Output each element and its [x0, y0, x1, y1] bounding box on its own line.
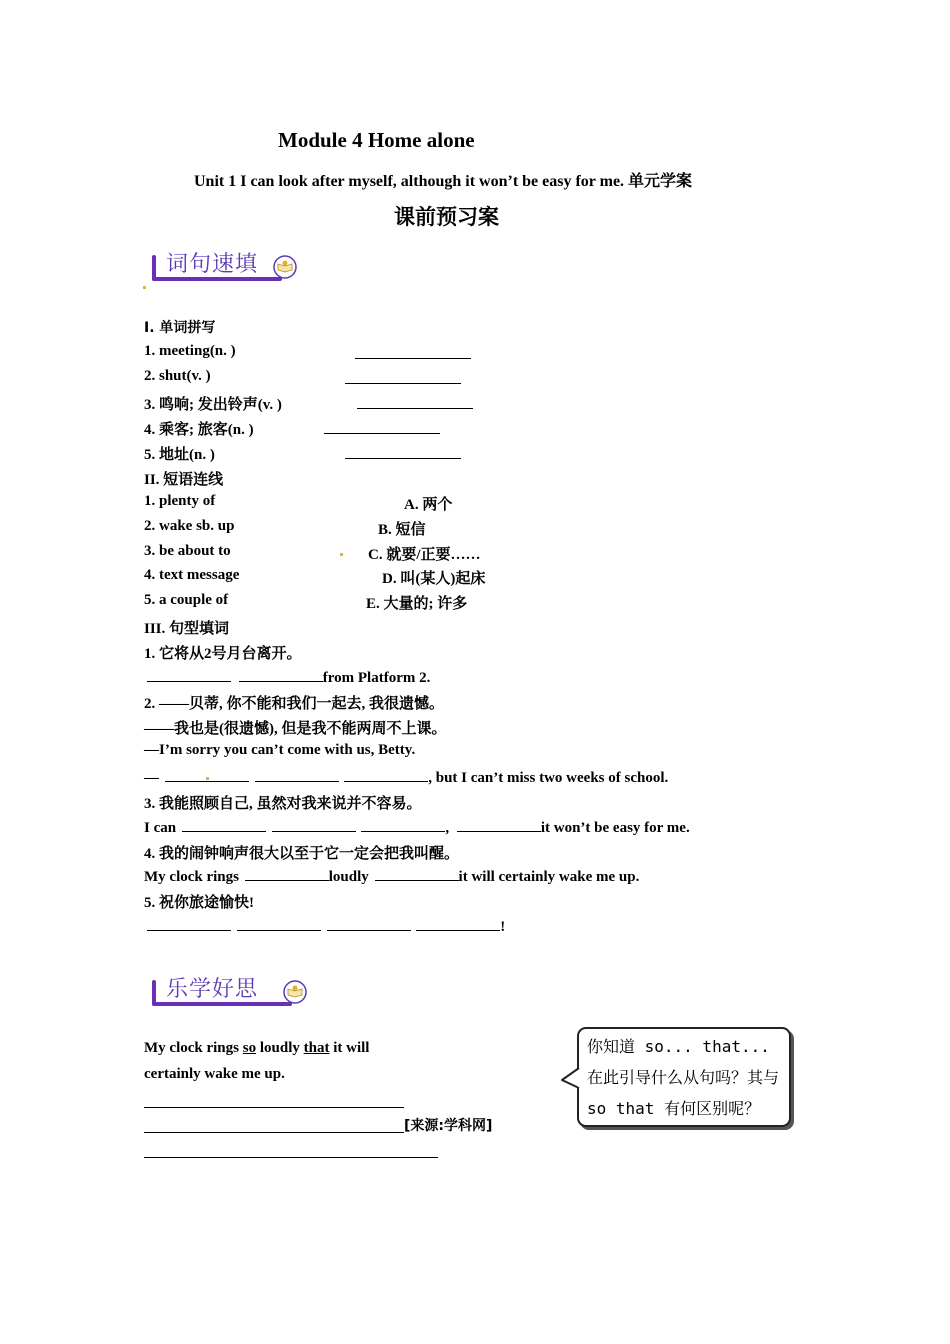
answer-line[interactable]	[144, 1143, 438, 1158]
answer-blank[interactable]	[361, 817, 445, 832]
phrase-left-1: 1. plenty of	[144, 493, 216, 509]
q1-english-text: from Platform 2.	[322, 670, 431, 686]
answer-blank[interactable]	[345, 444, 461, 459]
vocab-banner	[152, 247, 312, 287]
answer-blank[interactable]	[239, 667, 323, 682]
phrase-right-a: A. 两个	[404, 497, 453, 513]
phrase-right-e: E. 大量的; 许多	[366, 596, 468, 612]
thinking-sentence-line2: certainly wake me up.	[144, 1066, 285, 1082]
part1-item-1: 1. meeting(n. )	[144, 343, 236, 359]
phrase-right-c: C. 就要/正要……	[368, 547, 481, 563]
section-title: 课前预习案	[394, 205, 499, 229]
answer-line[interactable]	[144, 1118, 404, 1133]
answer-blank[interactable]	[345, 369, 461, 384]
part1-item-4: 4. 乘客; 旅客(n. )	[144, 422, 254, 438]
q5-chinese: 5. 祝你旅途愉快!	[144, 895, 254, 911]
q5-english	[147, 916, 505, 936]
speech-bubble-tail	[560, 1066, 582, 1092]
thinking-sentence-line1	[144, 1040, 369, 1057]
q4-suffix: it will certainly wake me up.	[458, 869, 640, 885]
answer-blank[interactable]	[324, 419, 440, 434]
part1-item-2: 2. shut(v. )	[144, 368, 211, 384]
unit-title-suffix: 单元学案	[628, 171, 693, 190]
stray-dot	[206, 777, 209, 780]
sentence-so: so	[242, 1040, 257, 1056]
q4-chinese: 4. 我的闹钟响声很大以至于它一定会把我叫醒。	[144, 846, 460, 862]
q4-mid: loudly	[328, 869, 369, 885]
book-icon	[282, 980, 308, 1004]
sentence-part: My clock rings	[144, 1040, 243, 1056]
answer-blank[interactable]	[237, 916, 321, 931]
q3-prefix: I can	[144, 820, 177, 836]
q3-chinese: 3. 我能照顾自己, 虽然对我来说并不容易。	[144, 796, 422, 812]
q2-english-b-text: , but I can’t miss two weeks of school.	[428, 770, 669, 786]
unit-title	[194, 168, 692, 191]
answer-line[interactable]	[144, 1093, 404, 1108]
q2-chinese-b: ——我也是(很遗憾), 但是我不能两周不上课。	[144, 721, 447, 737]
answer-blank[interactable]	[327, 916, 411, 931]
part1-item-3: 3. 鸣响; 发出铃声(v. )	[144, 397, 282, 413]
answer-blank[interactable]	[245, 866, 329, 881]
answer-blank[interactable]	[182, 817, 266, 832]
answer-blank[interactable]	[457, 817, 541, 832]
answer-blank[interactable]	[344, 767, 428, 782]
module-title: Module 4 Home alone	[278, 128, 475, 152]
answer-blank[interactable]	[357, 394, 473, 409]
phrase-left-3: 3. be about to	[144, 543, 231, 559]
vocab-banner-label: 词句速填	[166, 252, 259, 277]
book-icon	[272, 255, 298, 279]
q1-english	[147, 667, 430, 687]
answer-blank[interactable]	[355, 344, 471, 359]
speech-bubble	[577, 1027, 791, 1127]
phrase-left-2: 2. wake sb. up	[144, 518, 235, 534]
answer-blank[interactable]	[272, 817, 356, 832]
part1-heading: I. 单词拼写	[144, 320, 216, 336]
q2-english-a: —I’m sorry you can’t come with us, Betty.	[144, 742, 416, 758]
q4-english	[144, 866, 639, 886]
q1-chinese: 1. 它将从2号月台离开。	[144, 646, 302, 662]
part2-heading: II. 短语连线	[144, 472, 224, 488]
q2-chinese-a: 2. ——贝蒂, 你不能和我们一起去, 我很遗憾。	[144, 696, 445, 712]
answer-blank[interactable]	[375, 866, 459, 881]
part3-heading: III. 句型填词	[144, 621, 230, 637]
q2-dash: —	[144, 770, 159, 786]
phrase-right-b: B. 短信	[378, 522, 426, 538]
sentence-part: it will	[329, 1040, 370, 1056]
part1-item-5: 5. 地址(n. )	[144, 447, 215, 463]
sentence-that: that	[303, 1040, 330, 1056]
unit-title-text: Unit 1 I can look after myself, although it won’t be easy for me.	[194, 173, 625, 190]
answer-blank[interactable]	[255, 767, 339, 782]
stray-dot	[340, 553, 343, 556]
source-note: [来源:学科网]	[404, 1118, 493, 1134]
phrase-left-5: 5. a couple of	[144, 592, 229, 608]
phrase-left-4: 4. text message	[144, 567, 240, 583]
sentence-part: loudly	[256, 1040, 304, 1056]
q3-english: I can , it won’t be easy for me.	[144, 817, 690, 837]
thinking-banner-label: 乐学好思	[166, 977, 259, 1002]
q2-english-b	[144, 767, 668, 787]
stray-dot	[143, 286, 146, 289]
phrase-right-d: D. 叫(某人)起床	[382, 571, 486, 587]
q4-prefix: My clock rings	[144, 869, 239, 885]
q5-suffix: !	[500, 919, 506, 935]
answer-blank[interactable]	[147, 667, 231, 682]
speech-bubble-text: 你知道 so... that... 在此引导什么从句吗？其与 so that 有何区别呢？	[587, 1037, 780, 1118]
q3-suffix: it won’t be easy for me.	[540, 820, 690, 836]
thinking-banner	[152, 972, 322, 1012]
answer-blank[interactable]	[147, 916, 231, 931]
answer-blank[interactable]	[416, 916, 500, 931]
